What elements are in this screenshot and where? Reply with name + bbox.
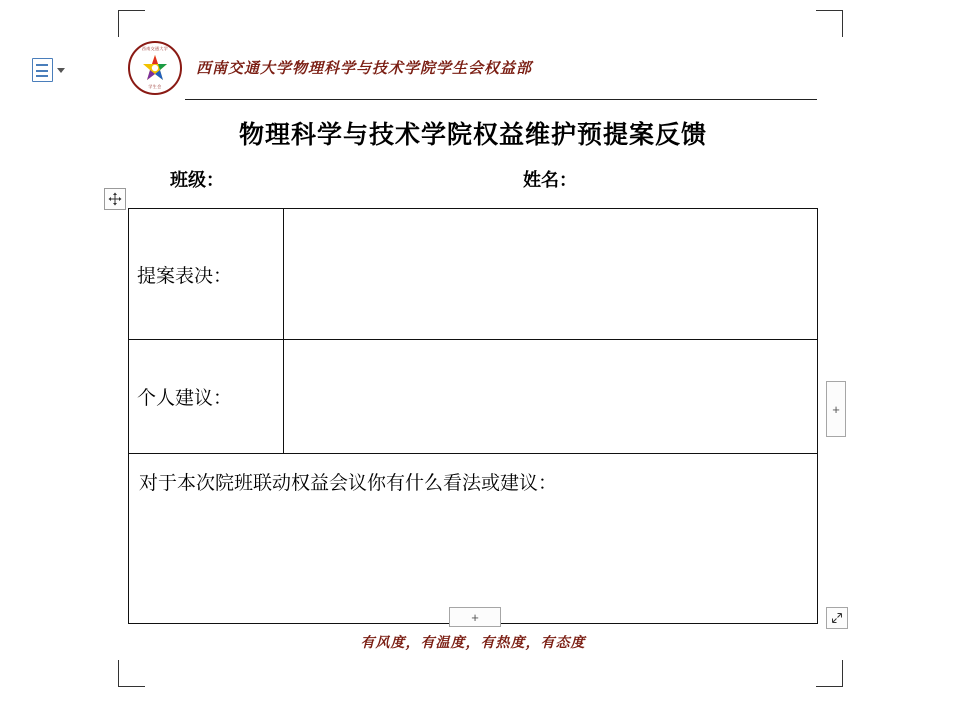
table-resize-handle[interactable] <box>826 607 848 629</box>
table-row[interactable] <box>129 340 818 454</box>
crop-mark-top-left <box>118 10 145 37</box>
class-field-label: 班级： <box>170 170 224 191</box>
document-layout-icon[interactable] <box>32 58 53 82</box>
crop-mark-top-right <box>816 10 843 37</box>
name-field-label: 姓名： <box>523 170 577 191</box>
row-value-personal-advice[interactable] <box>284 340 818 454</box>
resize-diagonal-icon <box>831 612 843 624</box>
crop-mark-bottom-right <box>816 660 843 687</box>
crop-mark-bottom-left <box>118 660 145 687</box>
seal-emblem-icon <box>139 52 171 84</box>
document-header <box>128 40 818 95</box>
layout-options-control[interactable] <box>32 58 65 82</box>
add-column-button[interactable]: + <box>826 381 846 437</box>
row-value-proposal-vote[interactable] <box>284 209 818 340</box>
row-label-proposal-vote: 提案表决： <box>129 209 284 340</box>
document-footer: 有风度，有温度，有热度，有态度 <box>360 635 586 651</box>
page-title: 物理科学与技术学院权益维护预提案反馈 <box>238 120 707 149</box>
seal-top-text: 西南交通大学 <box>141 45 169 51</box>
table-move-handle[interactable] <box>104 188 126 210</box>
header-divider <box>185 99 817 100</box>
table-row[interactable] <box>129 454 818 624</box>
table-row[interactable] <box>129 209 818 340</box>
seal-bottom-text: 学生会 <box>148 83 162 89</box>
chevron-down-icon[interactable] <box>57 68 65 73</box>
feedback-table[interactable] <box>128 208 818 624</box>
open-question-cell[interactable]: 对于本次院班联动权益会议你有什么看法或建议： <box>129 454 818 624</box>
add-row-button[interactable]: + <box>449 607 501 627</box>
move-four-arrows-icon <box>108 192 122 206</box>
row-label-personal-advice: 个人建议： <box>129 340 284 454</box>
meta-line <box>128 166 818 192</box>
organization-seal-logo <box>128 41 182 95</box>
organization-name: 西南交通大学物理科学与技术学院学生会权益部 <box>196 59 533 77</box>
